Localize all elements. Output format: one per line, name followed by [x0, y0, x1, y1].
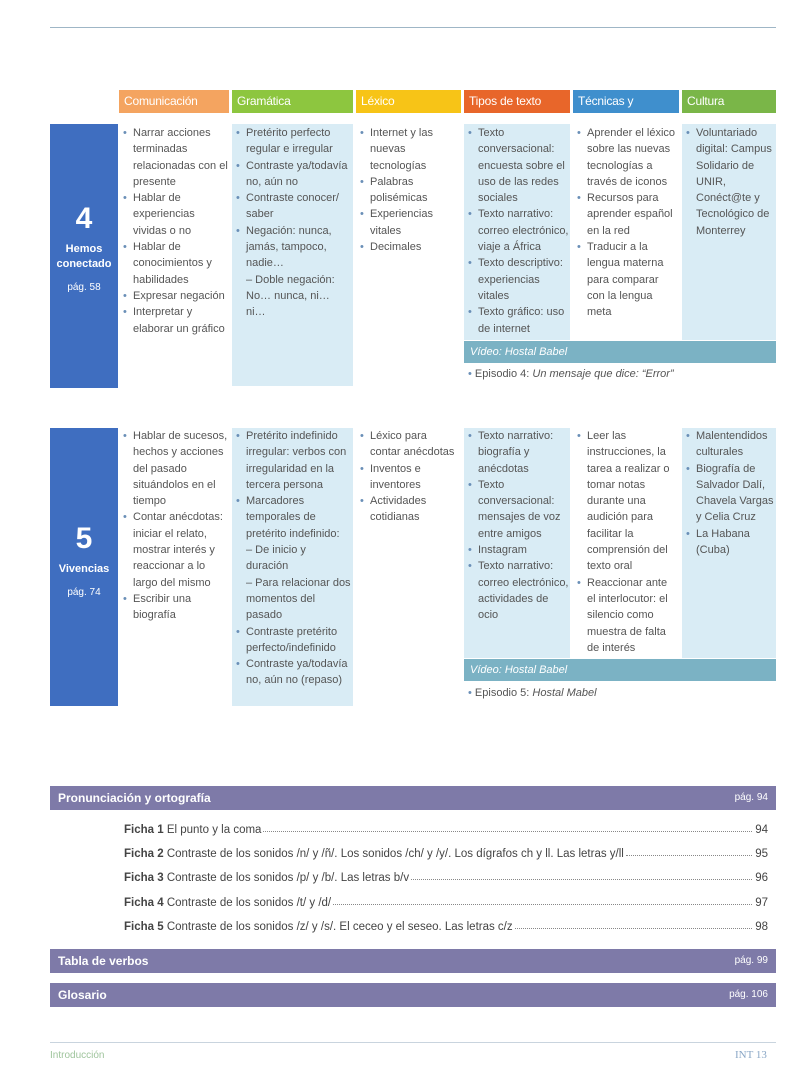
- list-item: • La Habana (Cuba): [685, 526, 775, 559]
- ficha-row[interactable]: [124, 915, 768, 933]
- list-item: • Expresar negación: [122, 288, 228, 304]
- list-item: • Narrar acciones terminadas relacionadas con el presente: [122, 125, 228, 190]
- list-item: • Instagram: [467, 542, 569, 558]
- unit5-episode: [468, 687, 597, 699]
- ficha-page: 94: [755, 824, 768, 836]
- list-item: • Inventos e inventores: [359, 461, 459, 494]
- list-item: • Texto narrativo: correo electrónico, viaje a África: [467, 206, 569, 255]
- header-gramatica: Gramática: [232, 90, 353, 113]
- leader-dots: [411, 879, 752, 880]
- unit5-label: [50, 428, 118, 706]
- list-item: • Reaccionar ante el interlocutor: el silencio como muestra de falta de interés: [576, 575, 678, 656]
- list-item: • Texto descriptivo: experiencias vitales: [467, 255, 569, 304]
- ficha-text: Contraste de los sonidos /n/ y /ñ/. Los sonidos /ch/ y /y/. Los dígrafos ch y ll. Las letras y/ll: [166, 848, 624, 860]
- ficha-row[interactable]: [124, 866, 768, 884]
- pronunciacion-bar[interactable]: [50, 786, 776, 810]
- ficha-label: Ficha 2: [124, 848, 167, 860]
- episode-title: Hostal Mabel: [532, 687, 597, 699]
- list-item: • Actividades cotidianas: [359, 493, 459, 526]
- list-item: • Texto conversacional: mensajes de voz entre amigos: [467, 477, 569, 542]
- unit4-label: [50, 124, 118, 388]
- ficha-label: Ficha 3: [124, 872, 167, 884]
- bullet-icon: •: [468, 368, 475, 380]
- leader-dots: [333, 904, 752, 905]
- list-item: – De inicio y duración: [246, 544, 306, 573]
- list-item: • Texto narrativo: correo electrónico, actividades de ocio: [467, 558, 569, 623]
- leader-dots: [263, 831, 752, 832]
- section-title: Pronunciación y ortografía: [58, 791, 211, 805]
- ficha-page: 95: [755, 848, 768, 860]
- ficha-text: Contraste de los sonidos /z/ y /s/. El ceceo y el seseo. Las letras c/z: [166, 921, 513, 933]
- list-item: • Hablar de experiencias vividas o no: [122, 190, 228, 239]
- list-item: • Decimales: [359, 239, 459, 255]
- unit5-video-bar: Vídeo: Hostal Babel: [464, 659, 776, 681]
- list-item: • Hablar de sucesos, hechos y acciones del pasado situándolos en el tiempo: [122, 428, 228, 509]
- ficha-page: 97: [755, 897, 768, 909]
- list-item: • Recursos para aprender español en la red: [576, 190, 678, 239]
- list-item: • Pretérito indefinido irregular: verbos con irregularidad en la tercera persona: [235, 428, 351, 493]
- section-title: Glosario: [58, 988, 107, 1002]
- bullet-icon: •: [468, 687, 475, 699]
- footer-section: Introducción: [50, 1050, 105, 1061]
- list-item: • Hablar de conocimientos y habilidades: [122, 239, 228, 288]
- ficha-page: 98: [755, 921, 768, 933]
- unit5-lexico: [359, 428, 459, 526]
- unit5-page: pág. 74: [67, 587, 101, 598]
- unit4-cultura: [685, 125, 775, 239]
- list-item: • Escribir una biografía: [122, 591, 228, 624]
- unit5-comunicacion: [122, 428, 228, 624]
- list-item: • Palabras polisémicas: [359, 174, 459, 207]
- list-item: • Internet y las nuevas tecnologías: [359, 125, 459, 174]
- unit4-episode: [468, 368, 674, 380]
- episode-title: Un mensaje que dice: “Error”: [532, 368, 674, 380]
- list-item: • Experiencias vitales: [359, 206, 459, 239]
- ficha-text: Contraste de los sonidos /t/ y /d/: [166, 897, 332, 909]
- unit4-number: 4: [75, 202, 93, 235]
- list-item: • Negación: nunca, jamás, tampoco, nadie…: [235, 223, 351, 272]
- list-item: • Contraste pretérito perfecto/indefinido: [235, 624, 351, 657]
- ficha-row[interactable]: [124, 818, 768, 836]
- glosario-bar[interactable]: [50, 983, 776, 1007]
- unit4-page: pág. 58: [67, 282, 101, 293]
- list-item: • Contraste ya/todavía no, aún no (repaso): [235, 656, 351, 689]
- ficha-label: Ficha 4: [124, 897, 167, 909]
- top-rule: [50, 27, 776, 28]
- ficha-text: Contraste de los sonidos /p/ y /b/. Las letras b/v: [166, 872, 410, 884]
- list-item: • Leer las instrucciones, la tarea a realizar o tomar notas durante una audición para facilitar la comprensión del texto oral: [576, 428, 678, 575]
- list-item: • Contar anécdotas: iniciar el relato, mostrar interés y reaccionar a lo largo del mismo: [122, 509, 228, 590]
- ficha-text: El punto y la coma: [166, 824, 262, 836]
- bottom-rule: [50, 1042, 776, 1043]
- list-item: • Léxico para contar anécdotas: [359, 428, 459, 461]
- header-comunicacion: Comunicación: [119, 90, 229, 113]
- tabla-verbos-bar[interactable]: [50, 949, 776, 973]
- header-tipos-de-texto: Tipos de texto: [464, 90, 570, 113]
- list-item: – Para relacionar dos momentos del pasado: [246, 576, 351, 622]
- header-tecnicas: Técnicas y: [573, 90, 679, 113]
- unit4-comunicacion: [122, 125, 228, 337]
- list-item: • Pretérito perfecto regular e irregular: [235, 125, 351, 158]
- unit4-tecnicas: [576, 125, 678, 321]
- list-item: • Aprender el léxico sobre las nuevas tecnologías a través de iconos: [576, 125, 678, 190]
- list-item: • Malentendidos culturales: [685, 428, 775, 461]
- unit5-gramatica: [235, 428, 351, 689]
- section-page: pág. 94: [734, 792, 768, 803]
- unit4-video-bar: Vídeo: Hostal Babel: [464, 341, 776, 363]
- list-item: • Biografía de Salvador Dalí, Chavela Vargas y Celia Cruz: [685, 461, 775, 526]
- list-item: • Texto gráfico: uso de internet: [467, 304, 569, 337]
- list-item: • Texto narrativo: biografía y anécdotas: [467, 428, 569, 477]
- list-item: • Interpretar y elaborar un gráfico: [122, 304, 228, 337]
- section-page: pág. 106: [729, 989, 768, 1000]
- unit4-lexico: [359, 125, 459, 255]
- list-item: • Voluntariado digital: Campus Solidario de UNIR, Conéct@te y Tecnológico de Monterrey: [685, 125, 775, 239]
- list-item: • Traducir a la lengua materna para comparar con la lengua meta: [576, 239, 678, 320]
- unit5-title: Vivencias: [58, 563, 110, 575]
- episode-prefix: Episodio 5:: [474, 687, 533, 699]
- list-item: • Marcadores temporales de pretérito indefinido:: [235, 493, 351, 542]
- section-title: Tabla de verbos: [58, 954, 149, 968]
- unit5-tipos: [467, 428, 569, 624]
- ficha-label: Ficha 1: [124, 824, 167, 836]
- header-cultura: Cultura: [682, 90, 776, 113]
- header-lexico: Léxico: [356, 90, 461, 113]
- list-item: • Contraste conocer/ saber: [235, 190, 351, 223]
- list-item: • Texto conversacional: encuesta sobre el uso de las redes sociales: [467, 125, 569, 206]
- unit5-cultura: [685, 428, 775, 558]
- leader-dots: [515, 928, 752, 929]
- ficha-label: Ficha 5: [124, 921, 167, 933]
- episode-prefix: Episodio 4:: [474, 368, 533, 380]
- unit5-tecnicas: [576, 428, 678, 656]
- section-page: pág. 99: [734, 955, 768, 966]
- ficha-row[interactable]: [124, 842, 768, 860]
- unit4-title: Hemos conectado: [56, 243, 112, 270]
- list-item: – Doble negación: No… nunca, ni… ni…: [246, 273, 335, 319]
- ficha-row[interactable]: [124, 891, 768, 909]
- leader-dots: [626, 855, 752, 856]
- unit4-gramatica: [235, 125, 351, 321]
- unit5-number: 5: [75, 522, 93, 555]
- ficha-page: 96: [755, 872, 768, 884]
- footer-page-number: INT 13: [735, 1049, 767, 1061]
- list-item: • Contraste ya/todavía no, aún no: [235, 158, 351, 191]
- unit4-tipos: [467, 125, 569, 337]
